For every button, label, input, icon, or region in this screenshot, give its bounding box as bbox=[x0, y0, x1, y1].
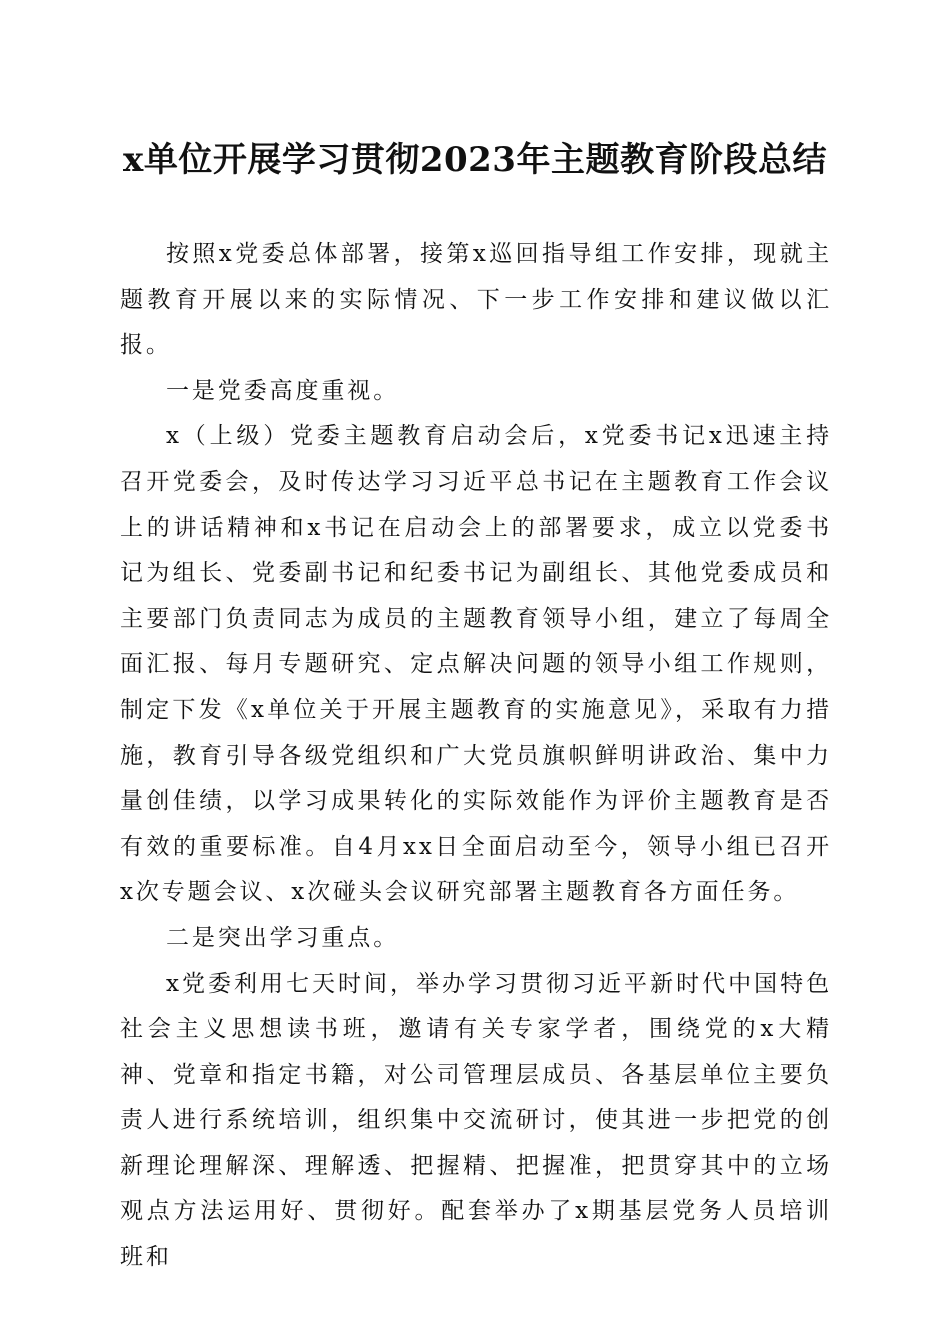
section-1-paragraph: x（上级）党委主题教育启动会后，x党委书记x迅速主持召开党委会，及时传达学习习近平总书记在主题教育工作会议上的讲话精神和x书记在启动会上的部署要求，成立以党委书记为组长、党委副书记和纪委书记为副组长、其他党委成员和主要部门负责同志为成员的主题教育领导小组，建立了每周全面汇报、每月专题研究、定点解决问题的领导小组工作规则，制定下发《x单位关于开展主题教育的实施意见》，采取有力措施，教育引导各级党组织和广大党员旗帜鲜明讲政治、集中力量创佳绩，以学习成果转化的实际效能作为评价主题教育是否有效的重要标准。自4月xx日全面启动至今，领导小组已召开x次专题会议、x次碰头会议研究部署主题教育各方面任务。 bbox=[120, 423, 832, 906]
section-2-paragraph: x党委利用七天时间，举办学习贯彻习近平新时代中国特色社会主义思想读书班，邀请有关专家学者，围绕党的x大精神、党章和指定书籍，对公司管理层成员、各基层单位主要负责人进行系统培训，组织集中交流研讨，使其进一步把党的创新理论理解深、理解透、把握精、把握准，把贯穿其中的立场观点方法运用好、贯彻好。配套举办了x期基层党务人员培训班和 bbox=[120, 970, 832, 1271]
section-2-heading: 二是突出学习重点。 bbox=[166, 924, 400, 951]
intro-paragraph: 按照x党委总体部署，接第x巡回指导组工作安排，现就主题教育开展以来的实际情况、下一步工作安排和建议做以汇报。 bbox=[120, 241, 832, 359]
document-body bbox=[120, 232, 832, 1281]
document-title: x单位开展学习贯彻2023年主题教育阶段总结 bbox=[123, 140, 827, 180]
section-1-heading: 一是党委高度重视。 bbox=[166, 377, 400, 404]
